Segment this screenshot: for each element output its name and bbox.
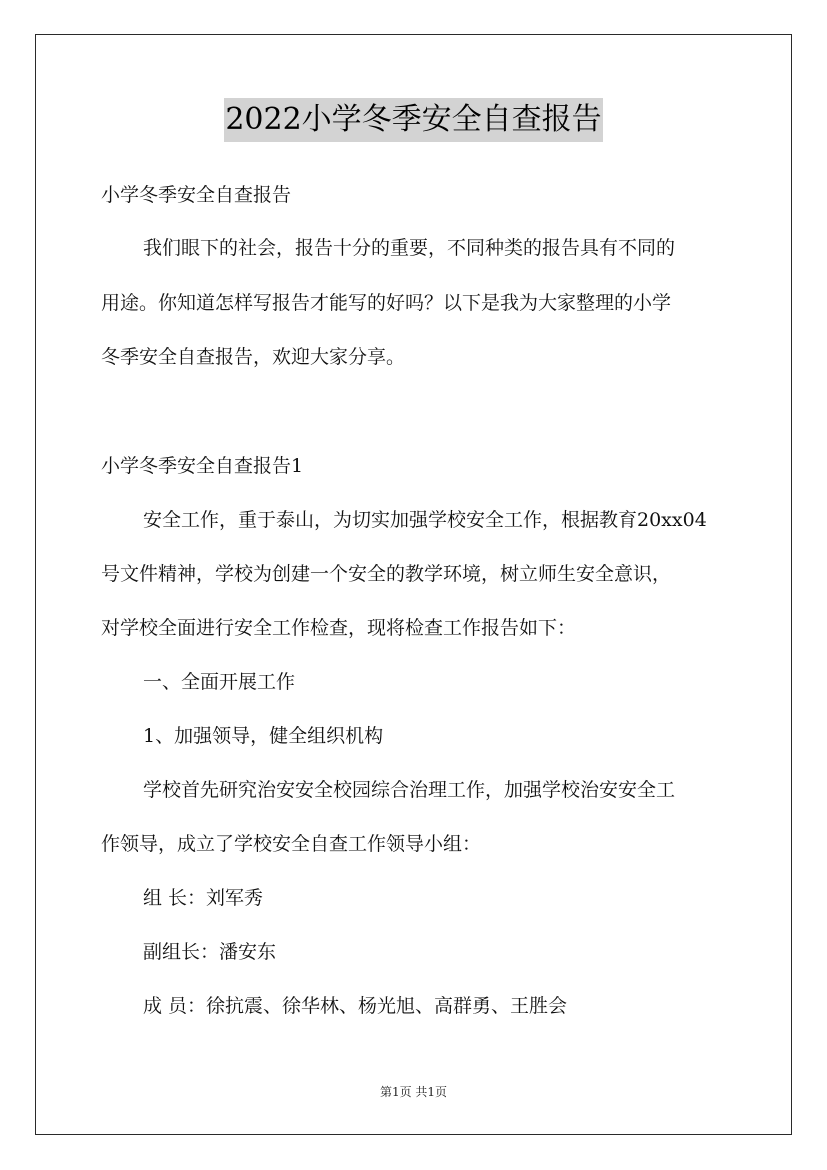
body-line-3: 对学校全面进行安全工作检查，现将检查工作报告如下： [101, 617, 577, 639]
body-line-7: 作领导，成立了学校安全自查工作领导小组： [101, 833, 482, 855]
body-line-2: 号文件精神，学校为创建一个安全的教学环境，树立师生安全意识， [101, 563, 672, 585]
body-line-9: 副组长：潘安东 [143, 941, 277, 963]
body-line-6: 学校首先研究治安安全校园综合治理工作，加强学校治安安全工 [143, 779, 676, 801]
page-number-footer: 第1页 共1页 [379, 1085, 448, 1099]
body-line-8: 组 长：刘军秀 [143, 887, 264, 909]
document-title-block [0, 98, 827, 142]
section-heading: 小学冬季安全自查报告1 [101, 455, 304, 477]
intro-line-2: 用途。你知道怎样写报告才能写的好吗？以下是我为大家整理的小学 [101, 292, 672, 314]
body-line-1: 安全工作，重于泰山，为切实加强学校安全工作，根据教育20xx04 [143, 509, 707, 531]
body-line-10: 成 员：徐抗震、徐华林、杨光旭、高群勇、王胜会 [143, 995, 568, 1017]
intro-line-1: 我们眼下的社会，报告十分的重要，不同种类的报告具有不同的 [143, 237, 676, 259]
document-title: 2022小学冬季安全自查报告 [224, 98, 602, 142]
subtitle: 小学冬季安全自查报告 [101, 184, 292, 206]
intro-line-3: 冬季安全自查报告，欢迎大家分享。 [101, 346, 406, 368]
body-line-4: 一、全面开展工作 [143, 671, 296, 693]
body-line-5: 1、加强领导，健全组织机构 [143, 725, 384, 747]
